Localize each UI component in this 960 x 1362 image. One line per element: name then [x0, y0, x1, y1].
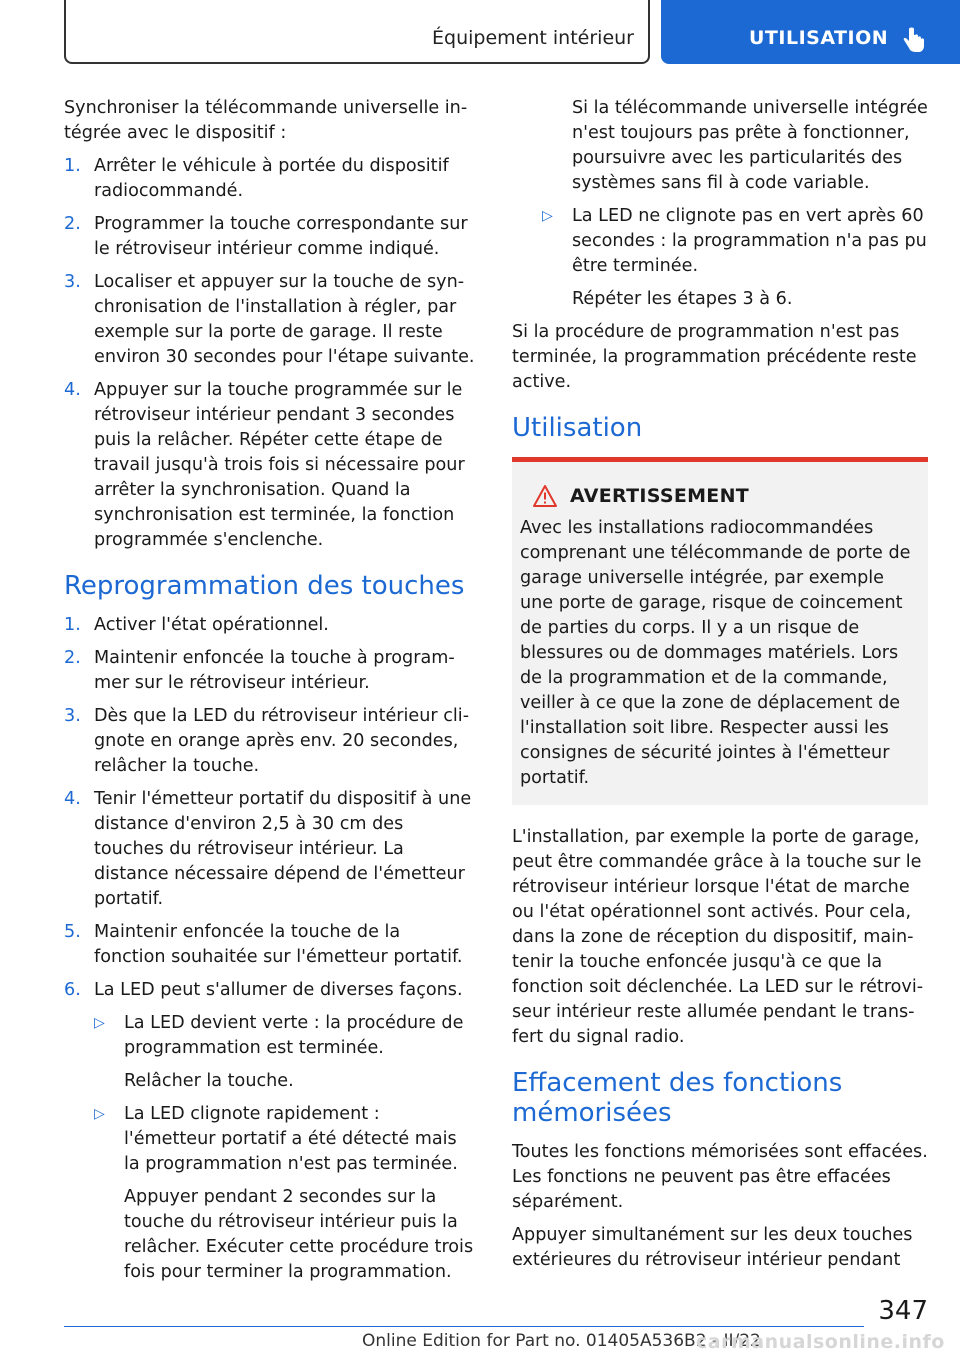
- step-number: 1.: [64, 156, 81, 176]
- warning-header: [532, 484, 918, 508]
- pointing-hand-icon: [900, 26, 926, 54]
- list-item: [64, 613, 476, 638]
- led-case-fast-blink: [64, 1102, 476, 1177]
- continuation-paragraph: Si la télécommande universelle intégrée n'est toujours pas prête à fonctionner, poursuivre avec les particularités des systèmes sans fil à code variable.: [572, 98, 928, 193]
- warning-title: AVERTISSEMENT: [570, 485, 750, 507]
- reprog-steps-list: [64, 613, 476, 1003]
- step-number: 3.: [64, 706, 81, 726]
- step-text: Tenir l'émetteur portatif du dispositif à une distance d'environ 2,5 à 30 cm des touches du rétroviseur intérieur. La distance nécessaire dépend de l'émetteur portatif.: [94, 789, 472, 909]
- list-item: [64, 704, 476, 779]
- led-case-green: [64, 1011, 476, 1061]
- step-number: 2.: [64, 648, 81, 668]
- page-number: 347: [878, 1296, 928, 1326]
- heading-erase: Effacement des fonctions mémorisées: [512, 1068, 843, 1128]
- step-text: Appuyer sur la touche programmée sur le rétroviseur intérieur pendant 3 secondes puis la relâcher. Répéter cette étape de travail jusqu'à trois fois si nécessaire pour arrêter la synchronisation. Quand la synchronisation est terminée, la fonction programmée s'enclenche.: [94, 380, 465, 550]
- section-header-tab: [64, 0, 650, 64]
- led-case-follow: Répéter les étapes 3 à 6.: [572, 289, 793, 309]
- step-number: 1.: [64, 615, 81, 635]
- led-case-no-green: [512, 204, 928, 279]
- bullet-triangle-icon: ▷: [542, 208, 553, 224]
- left-column: [64, 96, 476, 1293]
- list-item: [64, 787, 476, 912]
- warning-triangle-icon: [532, 484, 558, 508]
- failure-paragraph: Si la procédure de programmation n'est pas terminée, la programmation précédente reste active.: [512, 322, 917, 392]
- step-number: 3.: [64, 272, 81, 292]
- bullet-triangle-icon: ▷: [94, 1015, 105, 1031]
- warning-box: [512, 457, 928, 805]
- led-case-text: La LED devient verte : la procédure de programmation est terminée.: [124, 1013, 464, 1058]
- bullet-triangle-icon: ▷: [94, 1106, 105, 1122]
- led-case-follow: Relâcher la touche.: [124, 1071, 294, 1091]
- watermark: carmanualsonline.info: [696, 1331, 945, 1353]
- step-text: Dès que la LED du rétroviseur intérieur clignote en orange après env. 20 secondes, relâcher la touche.: [94, 706, 470, 776]
- step-text: Activer l'état opérationnel.: [94, 615, 329, 635]
- step-text: Maintenir enfoncée la touche à programmer sur le rétroviseur intérieur.: [94, 648, 455, 693]
- led-case-text: La LED clignote rapidement : l'émetteur portatif a été détecté mais la programmation n'est pas terminée.: [124, 1104, 458, 1174]
- step-text: La LED peut s'allumer de diverses façons.: [94, 980, 463, 1000]
- section-label: Équipement intérieur: [432, 27, 634, 49]
- led-case-text: La LED ne clignote pas en vert après 60 secondes : la programmation n'a pas pu être terminée.: [572, 206, 927, 276]
- step-number: 5.: [64, 922, 81, 942]
- erase-paragraph-1: Toutes les fonctions mémorisées sont effacées. Les fonctions ne peuvent pas être effacées séparément.: [512, 1142, 928, 1212]
- step-number: 2.: [64, 214, 81, 234]
- footer-divider: [64, 1326, 864, 1327]
- warning-body: Avec les installations radiocommandées comprenant une télécommande de porte de garage universelle intégrée, par exemple une porte de garage, risque de coincement de parties du corps. Il y a un risque de blessures ou de dommages matériels. Lors de la programmation et de la commande, veiller à ce que la zone de déplacement de l'installation soit libre. Respecter aussi les consignes de sécurité jointes à l'émetteur portatif.: [520, 518, 911, 788]
- list-item: [64, 154, 476, 204]
- step-number: 4.: [64, 789, 81, 809]
- erase-paragraph-2: Appuyer simultanément sur les deux touches extérieures du rétroviseur intérieur pendant: [512, 1225, 913, 1270]
- step-number: 6.: [64, 980, 81, 1000]
- list-item: [64, 920, 476, 970]
- step-number: 4.: [64, 380, 81, 400]
- edition-info: Online Edition for Part no. 01405A536B2 - II/22: [362, 1331, 761, 1351]
- list-item: [64, 378, 476, 553]
- heading-reprogramming: Reprogrammation des touches: [64, 571, 465, 601]
- chapter-header-tab: [661, 0, 960, 64]
- sync-steps-list: [64, 154, 476, 553]
- step-text: Localiser et appuyer sur la touche de synchronisation de l'installation à régler, par exemple sur la porte de garage. Il reste environ 30 secondes pour l'étape suivante.: [94, 272, 475, 367]
- step-text: Arrêter le véhicule à portée du dispositif radiocommandé.: [94, 156, 449, 201]
- step-text: Maintenir enfoncée la touche de la fonction souhaitée sur l'émetteur portatif.: [94, 922, 463, 967]
- led-case-follow: Appuyer pendant 2 secondes sur la touche du rétroviseur intérieur puis la relâcher. Exécuter cette procédure trois fois pour terminer la programmation.: [124, 1187, 474, 1282]
- heading-usage: Utilisation: [512, 413, 643, 443]
- chapter-label: UTILISATION: [749, 27, 889, 49]
- usage-paragraph: L'installation, par exemple la porte de garage, peut être commandée grâce à la touche sur le rétroviseur intérieur lorsque l'état de marche ou l'état opérationnel sont activés. Pour cela, dans la zone de réception du dispositif, maintenir la touche enfoncée jusqu'à ce que la fonction soit déclenchée. La LED sur le rétroviseur intérieur reste allumée pendant le transfert du signal radio.: [512, 827, 924, 1047]
- step-text: Programmer la touche correspondante sur le rétroviseur intérieur comme indiqué.: [94, 214, 468, 259]
- list-item: [64, 270, 476, 370]
- list-item: [64, 212, 476, 262]
- list-item: [64, 646, 476, 696]
- list-item: [64, 978, 476, 1003]
- sync-intro: Synchroniser la télécommande universelle intégrée avec le dispositif :: [64, 98, 468, 143]
- right-column: [512, 96, 928, 1281]
